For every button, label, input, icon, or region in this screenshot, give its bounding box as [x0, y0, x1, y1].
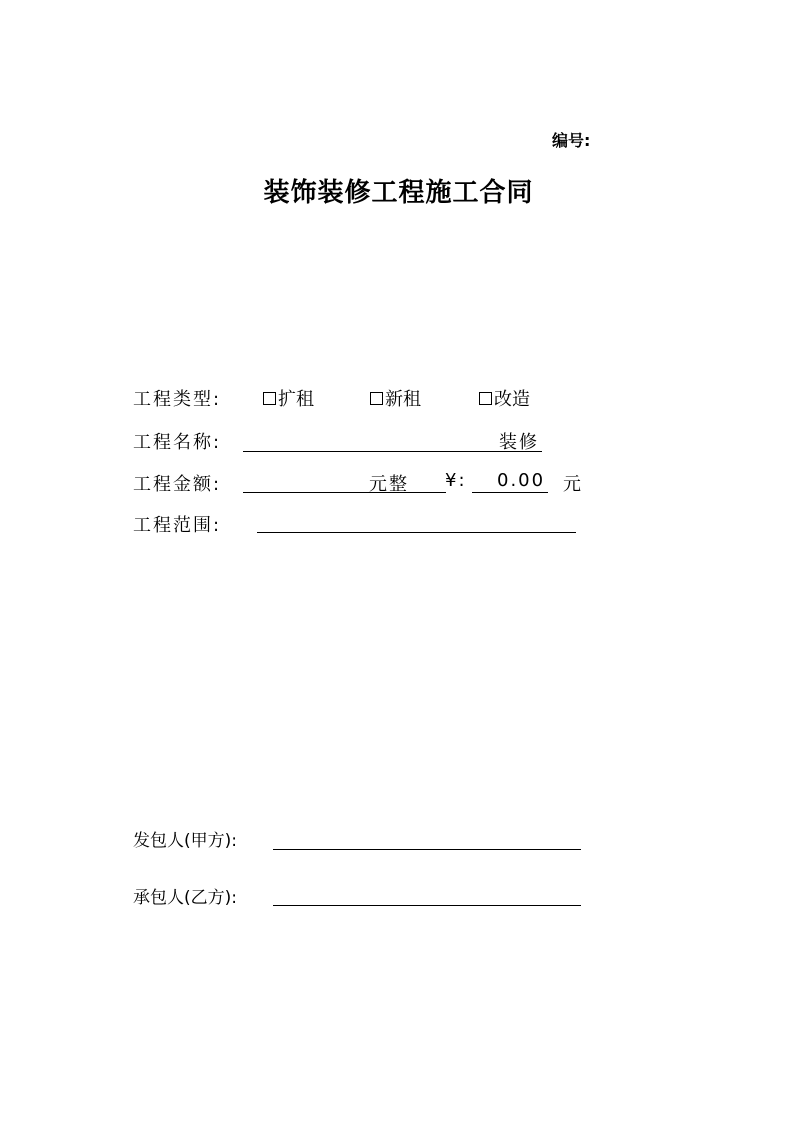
amount-figure-field[interactable]	[472, 492, 548, 493]
option-expand-lease[interactable]	[263, 385, 314, 411]
contractor-label: 承包人(乙方):	[133, 888, 237, 908]
amount-value: 0.00	[497, 470, 546, 491]
project-amount-label: 工程金额:	[133, 474, 222, 495]
project-name-suffix: 装修	[499, 432, 539, 453]
option-renovation[interactable]	[479, 385, 530, 411]
amount-words-suffix: 元整	[369, 474, 409, 495]
checkbox-icon[interactable]	[479, 392, 492, 405]
amount-in-words-field[interactable]	[243, 492, 446, 493]
project-name-field[interactable]	[243, 451, 542, 452]
employer-label: 发包人(甲方):	[133, 831, 237, 851]
checkbox-icon[interactable]	[263, 392, 276, 405]
option-renovation-label: 改造	[494, 389, 530, 410]
option-new-lease[interactable]	[370, 385, 421, 411]
project-scope-field[interactable]	[257, 532, 576, 533]
yen-label: ¥:	[445, 470, 467, 491]
contractor-signature-field[interactable]	[273, 905, 581, 906]
contract-title: 装饰装修工程施工合同	[263, 178, 534, 208]
project-scope-label: 工程范围:	[133, 515, 222, 536]
option-new-lease-label: 新租	[385, 389, 421, 410]
employer-signature-field[interactable]	[273, 849, 581, 850]
amount-unit: 元	[563, 474, 583, 495]
option-expand-lease-label: 扩租	[278, 389, 314, 410]
serial-number-label: 编号:	[552, 131, 591, 150]
checkbox-icon[interactable]	[370, 392, 383, 405]
project-name-label: 工程名称:	[133, 432, 222, 453]
project-type-label: 工程类型:	[133, 389, 222, 410]
